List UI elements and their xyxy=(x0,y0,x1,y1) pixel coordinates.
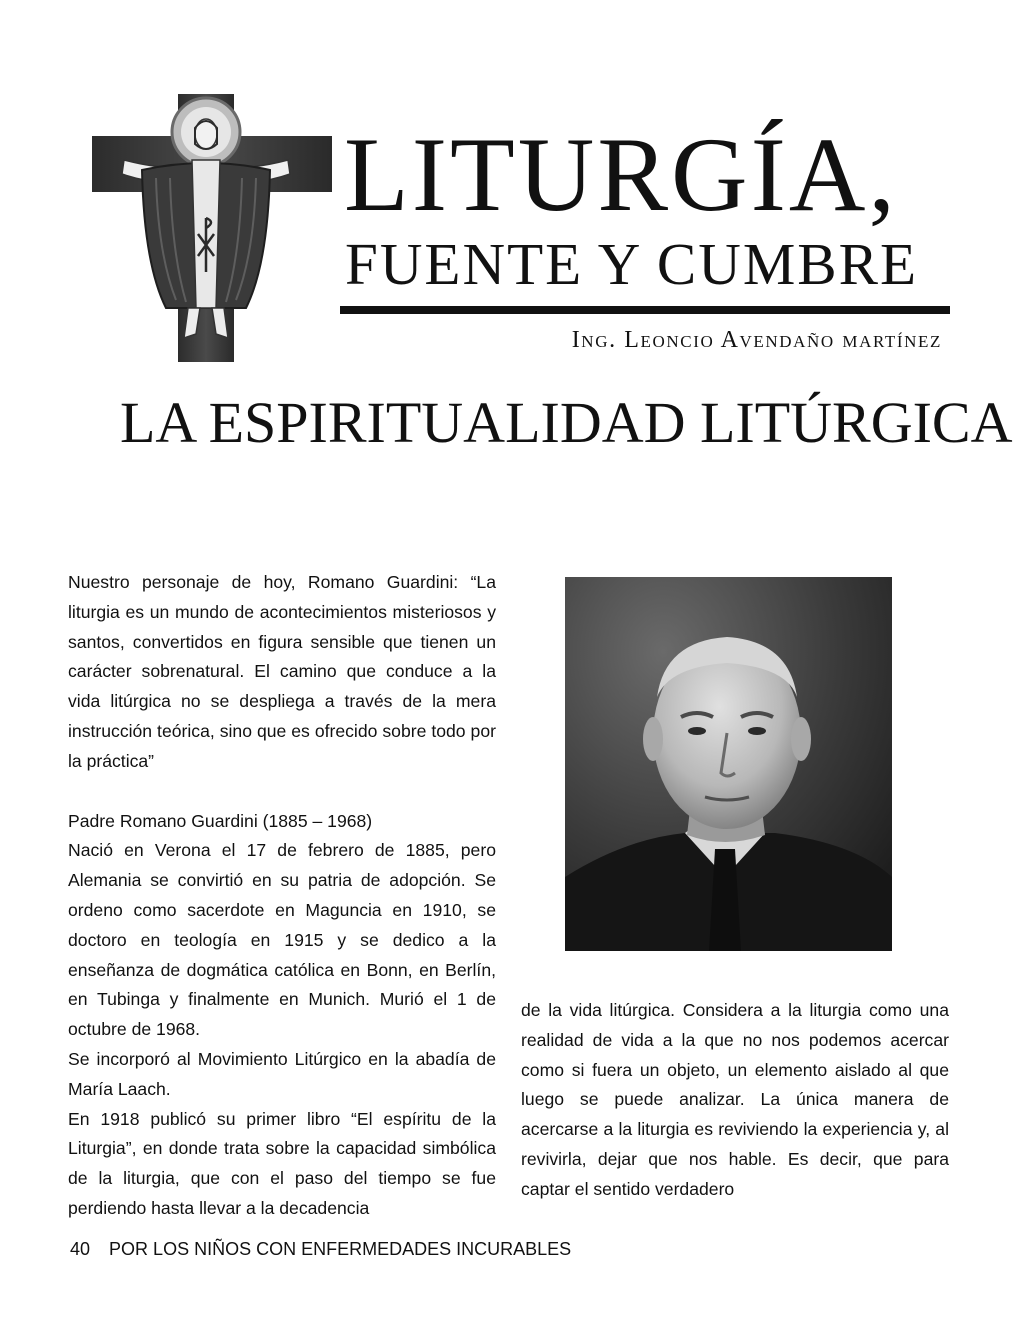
article-title: LITURGÍA, xyxy=(344,116,898,233)
page-number: 40 xyxy=(70,1239,91,1259)
paragraph: Nació en Verona el 17 de febrero de 1885, pero Alemania se convirtió en su patria de adopción. Se ordeno como sacerdote en Maguncia en 1910, se doctoro en teología en 1915 y se dedico a la enseñanza de dogmática católica en Bonn, en Berlín, en Tubinga y finalmente en Munich. Murió el 1 de octubre de 1968. xyxy=(68,840,496,1040)
portrait-photo xyxy=(565,577,892,951)
section-title: LA ESPIRITUALIDAD LITÚRGICA xyxy=(120,390,1013,455)
paragraph: En 1918 publicó su primer libro “El espíritu de la Liturgia”, en donde trata sobre la capacidad simbólica de la liturgia, que con el paso del tiempo se fue perdiendo hasta llevar a la decadencia xyxy=(68,1108,496,1218)
paragraph: Nuestro personaje de hoy, Romano Guardini: “La liturgia es un mundo de acontecimientos misteriosos y santos, convertidos en figura sensible que tienen un carácter sobrenatural. El camino que conduce a la vida litúrgica no se despliega a través de la mera instrucción teórica, sino que es ofrecido sobre todo por la práctica” xyxy=(68,572,496,771)
paragraph: Padre Romano Guardini (1885 – 1968) xyxy=(68,810,373,831)
left-column xyxy=(68,568,496,1224)
paragraph: Se incorporó al Movimiento Litúrgico en la abadía de María Laach. xyxy=(68,1048,496,1099)
page-footer xyxy=(70,1238,571,1260)
paragraph: de la vida litúrgica. Considera a la liturgia como una realidad de vida a la que no nos podemos acercar como si fuera un objeto, un elemento aislado al que luego se puede analizar. La única manera de acercarse a la liturgia es reviviendo la experiencia y, al revivirla, dejar que nos hable. Es decir, que para captar el sentido verdadero xyxy=(521,1000,949,1199)
crucifix-illustration xyxy=(92,94,332,362)
author-byline: Ing. Leoncio Avendaño martínez xyxy=(571,327,942,353)
publication-name: POR LOS NIÑOS CON ENFERMEDADES INCURABLES xyxy=(109,1239,572,1259)
title-divider xyxy=(340,306,950,314)
article-subtitle: FUENTE Y CUMBRE xyxy=(345,231,919,297)
paragraph-spacer xyxy=(68,777,496,807)
right-column xyxy=(521,996,949,1205)
